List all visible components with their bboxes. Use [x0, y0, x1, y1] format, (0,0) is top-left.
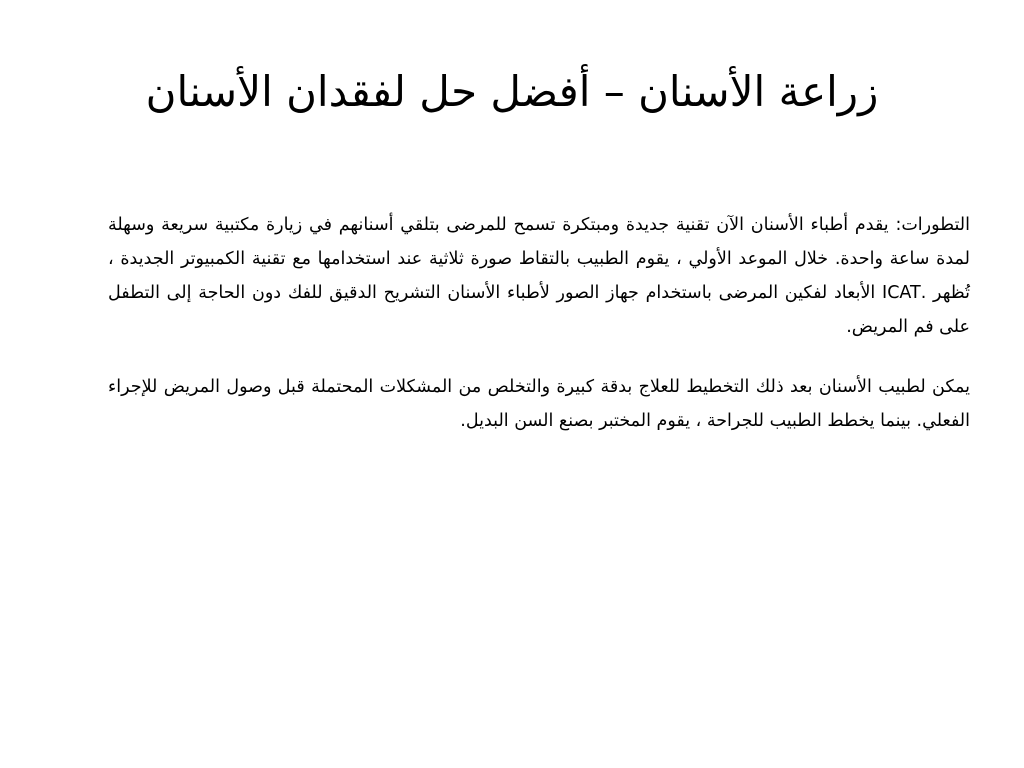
slide-title: زراعة الأسنان – أفضل حل لفقدان الأسنان: [145, 67, 879, 116]
paragraph-treatment-planning: يمكن لطبيب الأسنان بعد ذلك التخطيط للعلاج بدقة كبيرة والتخلص من المشكلات المحتملة قبل وصول المريض للإجراء الفعلي. بينما يخطط الطبيب للجراحة ، يقوم المختبر بصنع السن البديل.: [108, 377, 970, 431]
paragraph-developments: التطورات: يقدم أطباء الأسنان الآن تقنية جديدة ومبتكرة تسمح للمرضى بتلقي أسنانهم في زيارة مكتبية سريعة وسهلة لمدة ساعة واحدة. خلال الموعد الأولي ، يقوم الطبيب بالتقاط صورة ثلاثية عند استخدامها مع تقنية الكمبيوتر الجديدة ، تُظهر .ICAT الأبعاد لفكين المرضى باستخدام جهاز الصور لأطباء الأسنان التشريح الدقيق للفك دون الحاجة إلى التطفل على فم المريض.: [108, 215, 970, 337]
slide-body: [108, 208, 970, 464]
